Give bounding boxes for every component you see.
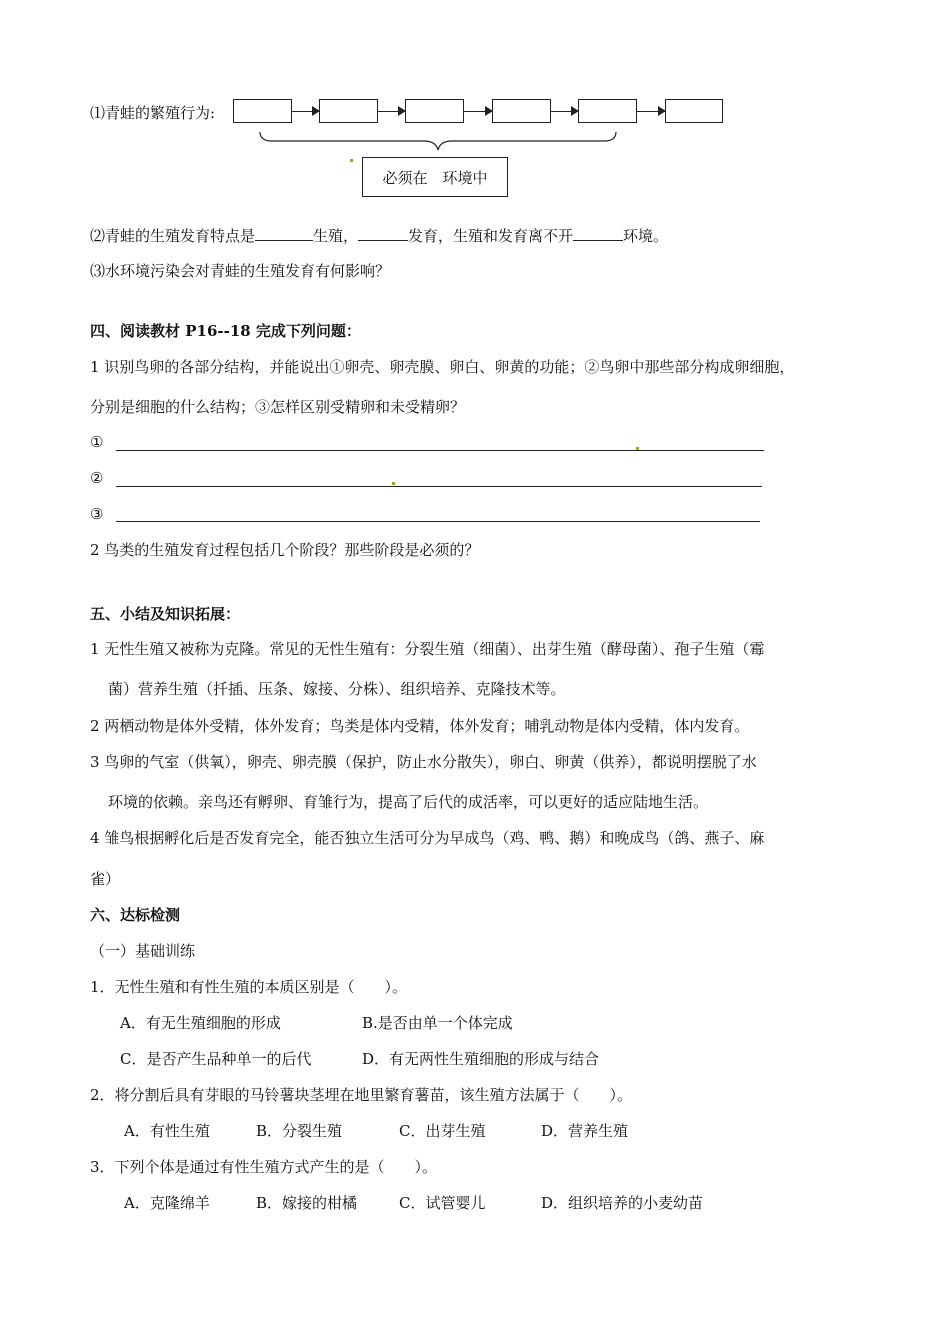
answer-line-2[interactable] (116, 486, 762, 487)
section5-p3-line1: 3 鸟卵的气室（供氧），卵壳、卵壳膜（保护，防止水分散失），卵白、卵黄（供养），都说明摆脱了水 (90, 753, 757, 771)
flow-box-3[interactable] (405, 99, 464, 123)
section5-heading: 五、小结及知识拓展： (90, 605, 241, 623)
question-2-option-b[interactable]: B．分裂生殖 (256, 1122, 343, 1140)
question-2-option-d[interactable]: D．营养生殖 (541, 1122, 629, 1140)
question-3-option-d[interactable]: D．组织培养的小麦幼苗 (541, 1194, 704, 1212)
question-3-option-b[interactable]: B．嫁接的柑橘 (256, 1194, 358, 1212)
frog-q2 (90, 224, 668, 246)
section6-heading: 六、达标检测 (90, 906, 181, 924)
environment-box (362, 157, 508, 197)
question-1-option-d[interactable]: D．有无两性生殖细胞的形成与结合 (362, 1050, 600, 1068)
question-1-option-c[interactable]: C．是否产生品种单一的后代 (120, 1050, 312, 1068)
question-1-stem: 1．无性生殖和有性生殖的本质区别是（ ）。 (90, 978, 408, 996)
flow-arrow-icon (378, 111, 405, 112)
question-1-option-a[interactable]: A．有无生殖细胞的形成 (120, 1014, 281, 1032)
blank-environment[interactable] (573, 224, 623, 241)
section5-p3-line2: 环境的依赖。亲鸟还有孵卵、育雏行为，提高了后代的成活率，可以更好的适应陆地生活。 (108, 793, 709, 811)
question-2-stem: 2．将分割后具有芽眼的马铃薯块茎埋在地里繁育薯苗，该生殖方法属于（ ）。 (90, 1086, 633, 1104)
section5-p2: 2 两栖动物是体外受精，体外发育；鸟类是体内受精，体外发育；哺乳动物是体内受精，体内发育。 (90, 717, 750, 735)
flow-arrow-icon (637, 111, 665, 112)
stray-dot (392, 482, 395, 485)
frog-q3: ⑶水环境污染会对青蛙的生殖发育有何影响？ (90, 262, 391, 280)
stray-dot (350, 159, 353, 162)
flow-box-2[interactable] (319, 99, 378, 123)
blank-reproduction-type[interactable] (255, 224, 313, 241)
question-3-stem: 3．下列个体是通过有性生殖方式产生的是（ ）。 (90, 1158, 438, 1176)
section4-item1-line2: 分别是细胞的什么结构；③怎样区别受精卵和未受精卵？ (90, 398, 466, 416)
section5-p1-line2: 菌）营养生殖（扦插、压条、嫁接、分株）、组织培养、克隆技术等。 (108, 680, 566, 698)
frog-breeding-label: ⑴青蛙的繁殖行为: (90, 104, 216, 122)
section4-item2: 2 鸟类的生殖发育过程包括几个阶段？那些阶段是必须的？ (90, 541, 480, 559)
question-2-option-c[interactable]: C．出芽生殖 (399, 1122, 486, 1140)
frog-q2-part1: ⑵青蛙的生殖发育特点是 (90, 227, 256, 245)
stray-dot (636, 447, 639, 450)
flow-box-4[interactable] (492, 99, 551, 123)
section5-p1-line1: 1 无性生殖又被称为克隆。常见的无性生殖有：分裂生殖（细菌）、出芽生殖（酵母菌）、孢子生殖（霉 (90, 640, 765, 658)
answer-line-3[interactable] (116, 521, 760, 522)
section5-p4-line1: 4 雏鸟根据孵化后是否发育完全，能否独立生活可分为早成鸟（鸡、鸭、鹅）和晚成鸟（鸽、燕子、麻 (90, 829, 765, 847)
question-3-option-a[interactable]: A．克隆绵羊 (124, 1194, 210, 1212)
section6-subheading: （一）基础训练 (90, 942, 196, 960)
flow-box-6[interactable] (665, 99, 723, 123)
question-3-option-c[interactable]: C．试管婴儿 (399, 1194, 486, 1212)
flow-arrow-icon (292, 111, 319, 112)
frog-q2-part4: 环境。 (623, 227, 669, 245)
flow-box-1[interactable] (233, 99, 292, 123)
flow-box-5[interactable] (578, 99, 637, 123)
section4-heading: 四、阅读教材 P16--18 完成下列问题： (90, 322, 361, 340)
section5-p4-line2: 雀） (90, 870, 121, 888)
flow-arrow-icon (551, 111, 578, 112)
environment-box-text: 必须在 环境中 (382, 168, 488, 187)
answer-label-2: ② (90, 469, 104, 487)
answer-line-1[interactable] (116, 450, 764, 451)
question-2-option-a[interactable]: A．有性生殖 (124, 1122, 210, 1140)
question-1-option-b[interactable]: B.是否由单一个体完成 (362, 1014, 513, 1032)
section4-item1-line1: 1 识别鸟卵的各部分结构，并能说出①卵壳、卵壳膜、卵白、卵黄的功能；②鸟卵中那些部分构成卵细胞， (90, 358, 795, 376)
answer-label-3: ③ (90, 505, 104, 523)
blank-development-type[interactable] (358, 224, 408, 241)
answer-label-1: ① (90, 433, 104, 451)
frog-q2-part2: 生殖， (313, 227, 359, 245)
frog-q2-part3: 发育，生殖和发育离不开 (408, 227, 574, 245)
flow-arrow-icon (464, 111, 492, 112)
curly-brace-icon (258, 130, 618, 154)
